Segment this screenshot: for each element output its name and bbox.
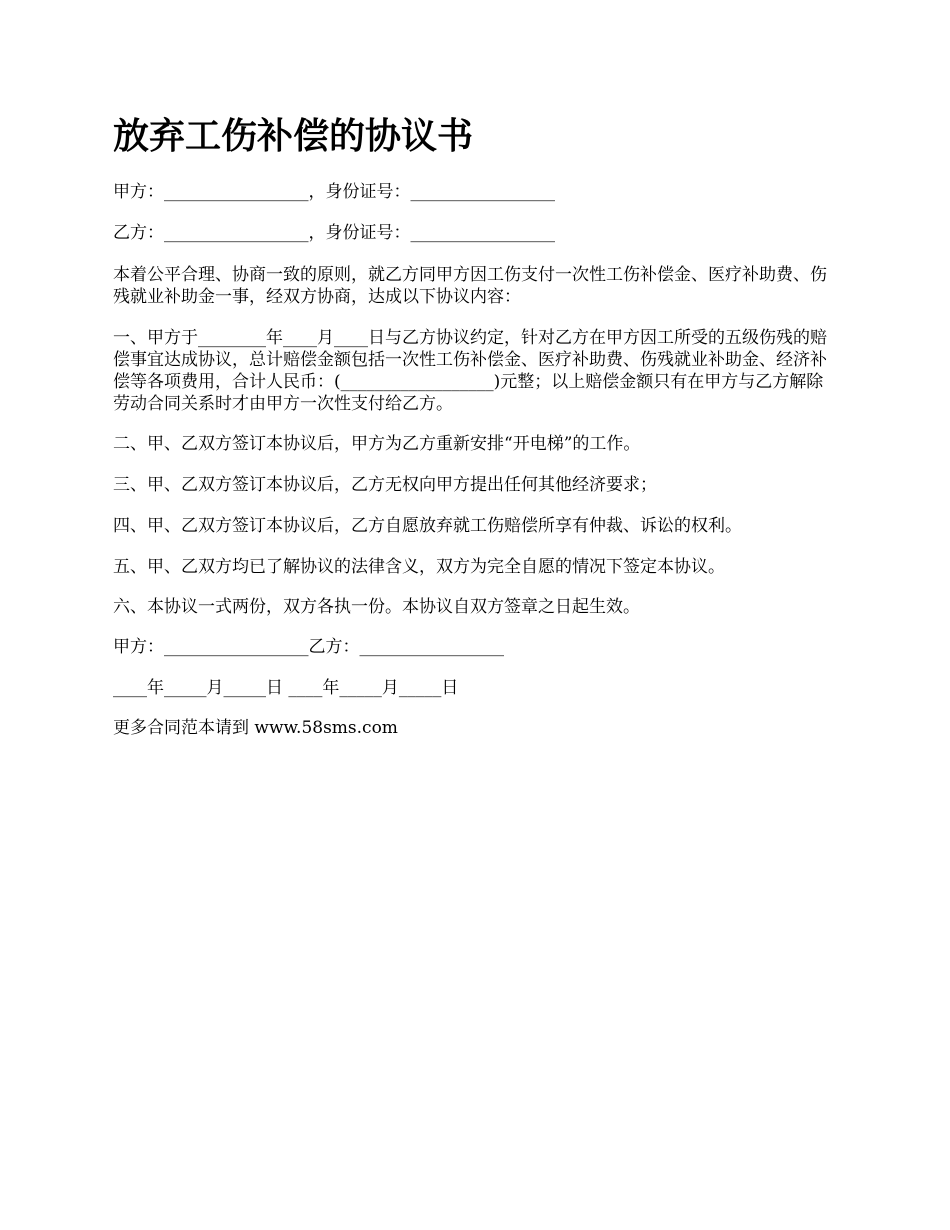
clause-4: 四、甲、乙双方签订本协议后，乙方自愿放弃就工伤赔偿所享有仲裁、诉讼的权利。 (113, 516, 742, 536)
clause-3: 三、甲、乙双方签订本协议后，乙方无权向甲方提出任何其他经济要求； (113, 475, 657, 495)
intro-paragraph: 本着公平合理、协商一致的原则，就乙方同甲方因工伤支付一次性工伤补偿金、医疗补助费、伤残就业补助金一事，经双方协商，达成以下协议内容： (113, 265, 827, 307)
document-title: 放弃工伤补偿的协议书 (113, 116, 474, 157)
date-line: ____年_____月_____日 ____年_____月_____日 (113, 678, 459, 698)
footer-note: 更多合同范本请到 www.58sms.com (113, 718, 398, 738)
clause-1: 一、甲方于________年____月____日与乙方协议约定，针对乙方在甲方因工所受的五级伤残的赔偿事宜达成协议，总计赔偿金额包括一次性工伤补偿金、医疗补助费、伤残就业补助金、经济补偿等各项费用，合计人民币：(__________________)元整；以上赔偿金额只有在甲方与乙方解除劳动合同关系时才由甲方一次性支付给乙方。 (113, 328, 827, 414)
party-b-line: 乙方：_________________，身份证号：_________________ (113, 223, 555, 243)
party-a-line: 甲方：_________________，身份证号：_________________ (113, 182, 555, 202)
clause-5: 五、甲、乙双方均已了解协议的法律含义，双方为完全自愿的情况下签定本协议。 (113, 557, 725, 577)
clause-6: 六、本协议一式两份，双方各执一份。本协议自双方签章之日起生效。 (113, 597, 640, 617)
clause-2: 二、甲、乙双方签订本协议后，甲方为乙方重新安排“开电梯”的工作。 (113, 434, 641, 454)
signature-line: 甲方：_________________乙方：_________________ (113, 637, 504, 657)
